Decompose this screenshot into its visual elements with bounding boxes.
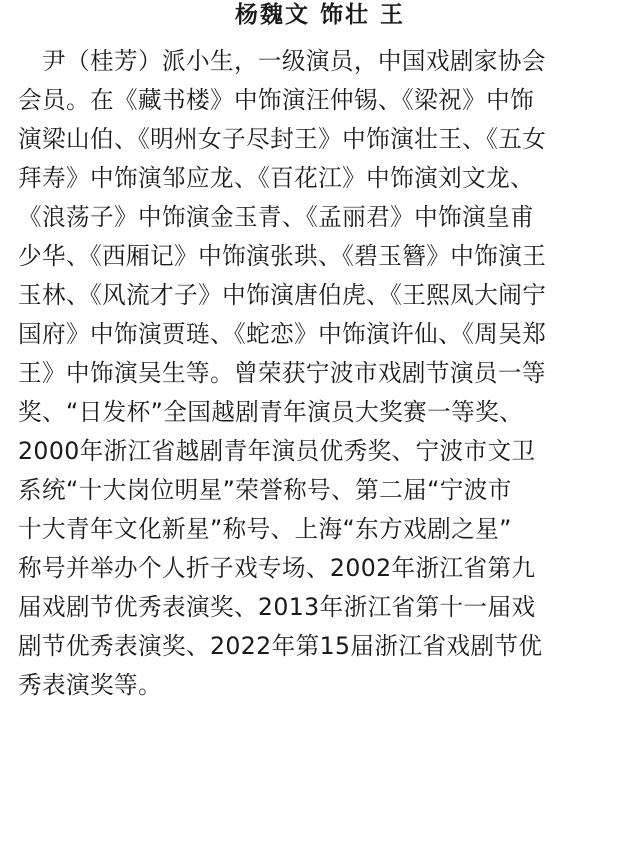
body-line: 奖、“日发杯”全国越剧青年演员大奖赛一等奖、 [18,398,524,426]
body-line: 王》中饰演吴生等。曾荣获宁波市戏剧节演员一等 [18,359,546,387]
body-line: 国府》中饰演贾琏、《蛇恋》中饰演许仙、《周吴郑 [18,320,547,348]
body-line: 玉林、《风流才子》中饰演唐伯虎、《王熙凤大闹宁 [18,281,547,309]
body-line: 秀表演奖等。 [18,671,162,699]
body-line: 届戏剧节优秀表演奖、2013年浙江省第十一届戏 [18,593,536,621]
body-line: 系统“十大岗位明星”荣誉称号、第二届“宁波市 [18,476,512,504]
article-body [18,42,624,705]
article-title: 杨魏文 饰壮 王 [234,2,405,28]
body-line: 十大青年文化新星”称号、上海“东方戏剧之星” [18,515,512,543]
body-line: 2000年浙江省越剧青年演员优秀奖、宁波市文卫 [18,437,536,465]
body-line: 尹（桂芳）派小生，一级演员，中国戏剧家协会 [18,47,546,75]
body-line: 少华、《西厢记》中饰演张珙、《碧玉簪》中饰演王 [18,242,547,270]
body-line: 称号并举办个人折子戏专场、2002年浙江省第九 [18,554,536,582]
body-line: 会员。在《藏书楼》中饰演汪仲锡、《梁祝》中饰 [18,86,535,114]
body-line: 拜寿》中饰演邹应龙、《百花江》中饰演刘文龙、 [18,164,535,192]
body-line: 剧节优秀表演奖、2022年第15届浙江省戏剧节优 [18,632,543,660]
body-line: 演梁山伯、《明州女子尽封王》中饰演壮王、《五女 [18,125,547,153]
body-line: 《浪荡子》中饰演金玉青、《孟丽君》中饰演皇甫 [18,203,535,231]
